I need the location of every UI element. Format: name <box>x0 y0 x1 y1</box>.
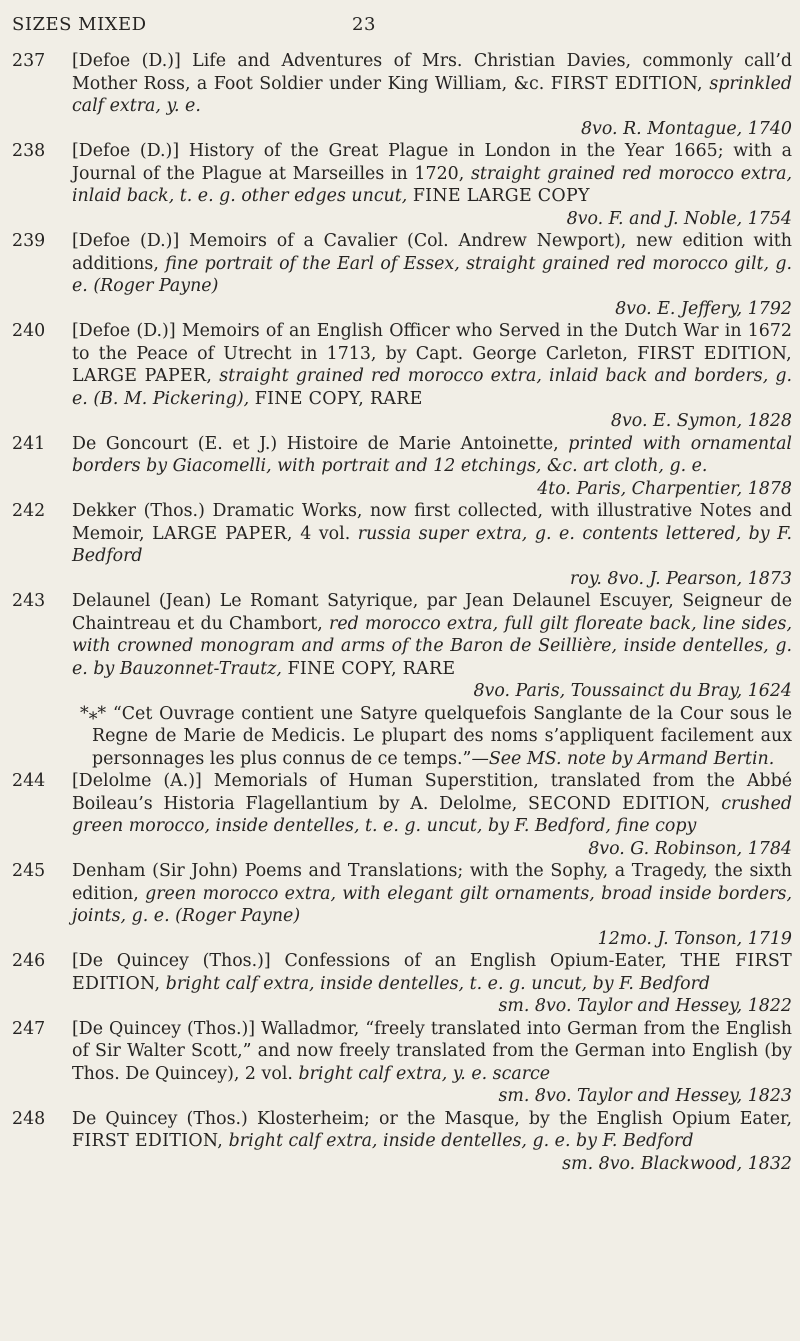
edition-note: FIRST EDITION, <box>550 73 703 94</box>
condition-note: FINE COPY, RARE <box>287 658 456 679</box>
binding-description: crushed green morocco, inside dentelles, t. e. g. uncut, by F. Bedford, fine copy <box>72 793 793 836</box>
lot-entry <box>0 433 800 501</box>
lot-description <box>72 230 792 320</box>
imprint: 8vo. E. Jeffery, 1792 <box>615 298 792 319</box>
lot-entry <box>0 50 800 140</box>
lot-entry <box>0 860 800 950</box>
lot-description <box>72 590 792 703</box>
lot-title: Denham (Sir John) Poems and Translations; with the Sophy, a Tragedy, the sixth edition, <box>72 861 792 904</box>
lot-title: [De Quincey (Thos.)] Walladmor, “freely translated into German from the English of Sir Walter Scott,” and now freely translated from the German into English (by Thos. De Quincey), 2 vol. <box>72 1018 792 1084</box>
lot-number: 238 <box>12 141 46 161</box>
lot-description <box>72 320 792 433</box>
volume-count: 4 vol. <box>300 523 351 544</box>
lot-description <box>72 770 792 860</box>
note-reference: See MS. note by Armand Bertin. <box>488 748 775 769</box>
page-number: 23 <box>352 14 376 35</box>
lot-entry <box>0 320 800 433</box>
binding-description: printed with ornamental borders by Giacomelli, with portrait and 12 etchings, &c. art cloth, g. e. <box>72 433 792 476</box>
binding-description: red morocco extra, full gilt floreate back, line sides, with crowned monogram and arms of the Baron de Seillière, inside dentelles, g. e. by Bauzonnet-Trautz, <box>72 613 792 679</box>
binding-description: green morocco extra, with elegant gilt ornaments, broad inside borders, joints, g. e. (Roger Payne) <box>72 883 792 926</box>
edition-note: THE FIRST EDITION, <box>72 951 792 994</box>
lot-entry <box>0 140 800 230</box>
imprint: 8vo. R. Montague, 1740 <box>580 118 792 139</box>
imprint: 8vo. E. Symon, 1828 <box>610 411 792 431</box>
imprint: sm. 8vo. Taylor and Hessey, 1822 <box>498 996 792 1016</box>
lot-description <box>72 860 792 950</box>
binding-description: russia super extra, g. e. contents lettered, by F. Bedford <box>72 523 793 566</box>
imprint: 8vo. Paris, Toussainct du Bray, 1624 <box>473 681 792 701</box>
condition-note: FINE COPY, RARE <box>254 388 423 409</box>
imprint: roy. 8vo. J. Pearson, 1873 <box>570 568 792 589</box>
lot-title: De Goncourt (E. et J.) Histoire de Marie Antoinette, <box>72 433 559 454</box>
edition-note: LARGE PAPER, <box>152 523 293 544</box>
lot-description <box>72 500 792 590</box>
imprint: 8vo. G. Robinson, 1784 <box>588 838 792 859</box>
binding-description: sprinkled calf extra, y. e. <box>72 73 793 116</box>
lot-entry <box>0 1108 800 1176</box>
edition-note: FIRST EDITION, <box>72 1131 224 1151</box>
binding-description: straight grained red morocco extra, inlaid back, t. e. g. other edges uncut, <box>72 163 793 206</box>
lot-entry <box>0 590 800 703</box>
binding-description: straight grained red morocco extra, inlaid back and borders, g. e. (B. M. Pickering), <box>72 366 792 409</box>
lot-entry <box>0 500 800 590</box>
lot-entry <box>0 230 800 320</box>
lot-entry <box>0 1018 800 1108</box>
lot-title: De Quincey (Thos.) Klosterheim; or the Masque, by the English Opium Eater, <box>72 1108 792 1129</box>
lot-title: [De Quincey (Thos.)] Confessions of an English Opium-Eater, <box>72 951 667 971</box>
note-mark: *⁎* <box>80 703 107 724</box>
lot-title: [Defoe (D.)] Life and Adventures of Mrs. Christian Davies, commonly call’d Mother Ross, a Foot Soldier under King William, &c. <box>72 51 792 94</box>
lot-number: 240 <box>12 321 46 341</box>
lot-title: [Defoe (D.)] History of the Great Plague in London in the Year 1665; with a Journal of the Plague at Marseilles in 1720, <box>72 141 792 184</box>
lot-number: 241 <box>12 433 46 454</box>
lot-title: [Defoe (D.)] Memoirs of an English Officer who Served in the Dutch War in 1672 to the Peace of Utrecht in 1713, by Capt. George Carleton, <box>72 321 792 364</box>
lot-entry <box>0 950 800 1018</box>
lot-title: [Defoe (D.)] Memoirs of a Cavalier (Col. Andrew Newport), new edition with additions, <box>72 231 792 274</box>
binding-description: fine portrait of the Earl of Essex, straight grained red morocco gilt, g. e. (Roger Payne) <box>72 253 793 296</box>
imprint: sm. 8vo. Blackwood, 1832 <box>562 1153 792 1174</box>
lot-title: Dekker (Thos.) Dramatic Works, now first collected, with illustrative Notes and Memoir, <box>72 501 792 544</box>
lot-number: 243 <box>12 591 46 611</box>
imprint: 12mo. J. Tonson, 1719 <box>597 928 792 949</box>
lot-title: Delaunel (Jean) Le Romant Satyrique, par Jean Delaunel Escuyer, Seigneur de Chaintreau et du Chambort, <box>72 591 792 634</box>
lot-list <box>0 50 800 1175</box>
lot-entry <box>0 770 800 860</box>
lot-note <box>0 703 800 771</box>
note-quote: “Cet Ouvrage contient une Satyre quelquefois Sanglante de la Cour sous le Regne de Marie de Medicis. Le plupart des noms s’appliquent facilement aux personnages les plus connus de ce temps.”— <box>92 703 792 769</box>
imprint: sm. 8vo. Taylor and Hessey, 1823 <box>498 1086 792 1106</box>
lot-number: 239 <box>12 231 46 251</box>
imprint: 4to. Paris, Charpentier, 1878 <box>537 478 792 499</box>
lot-description <box>72 950 792 1018</box>
lot-number: 237 <box>12 51 46 71</box>
lot-description <box>72 50 792 140</box>
imprint: 8vo. F. and J. Noble, 1754 <box>566 208 792 229</box>
lot-number: 245 <box>12 861 46 881</box>
lot-number: 246 <box>12 951 46 971</box>
running-head <box>0 14 800 40</box>
lot-number: 247 <box>12 1018 46 1039</box>
edition-note: SECOND EDITION, <box>528 793 711 814</box>
lot-description <box>72 140 792 230</box>
lot-number: 248 <box>12 1108 46 1129</box>
lot-number: 242 <box>12 501 46 521</box>
section-title: SIZES MIXED <box>12 14 147 35</box>
lot-title: [Delolme (A.)] Memorials of Human Superstition, translated from the Abbé Boileau’s Historia Flagellantium by A. Delolme, <box>72 771 792 814</box>
binding-description: bright calf extra, inside dentelles, g. e. by F. Bedford <box>228 1131 694 1151</box>
lot-description <box>72 1108 792 1176</box>
condition-note: FINE LARGE COPY <box>412 186 590 206</box>
edition-note: FIRST EDITION, LARGE PAPER, <box>72 343 793 386</box>
lot-description <box>72 433 792 501</box>
lot-description <box>72 1018 792 1108</box>
binding-description: bright calf extra, y. e. scarce <box>298 1063 551 1084</box>
lot-number: 244 <box>12 771 46 791</box>
binding-description: bright calf extra, inside dentelles, t. e. g. uncut, by F. Bedford <box>165 973 711 994</box>
